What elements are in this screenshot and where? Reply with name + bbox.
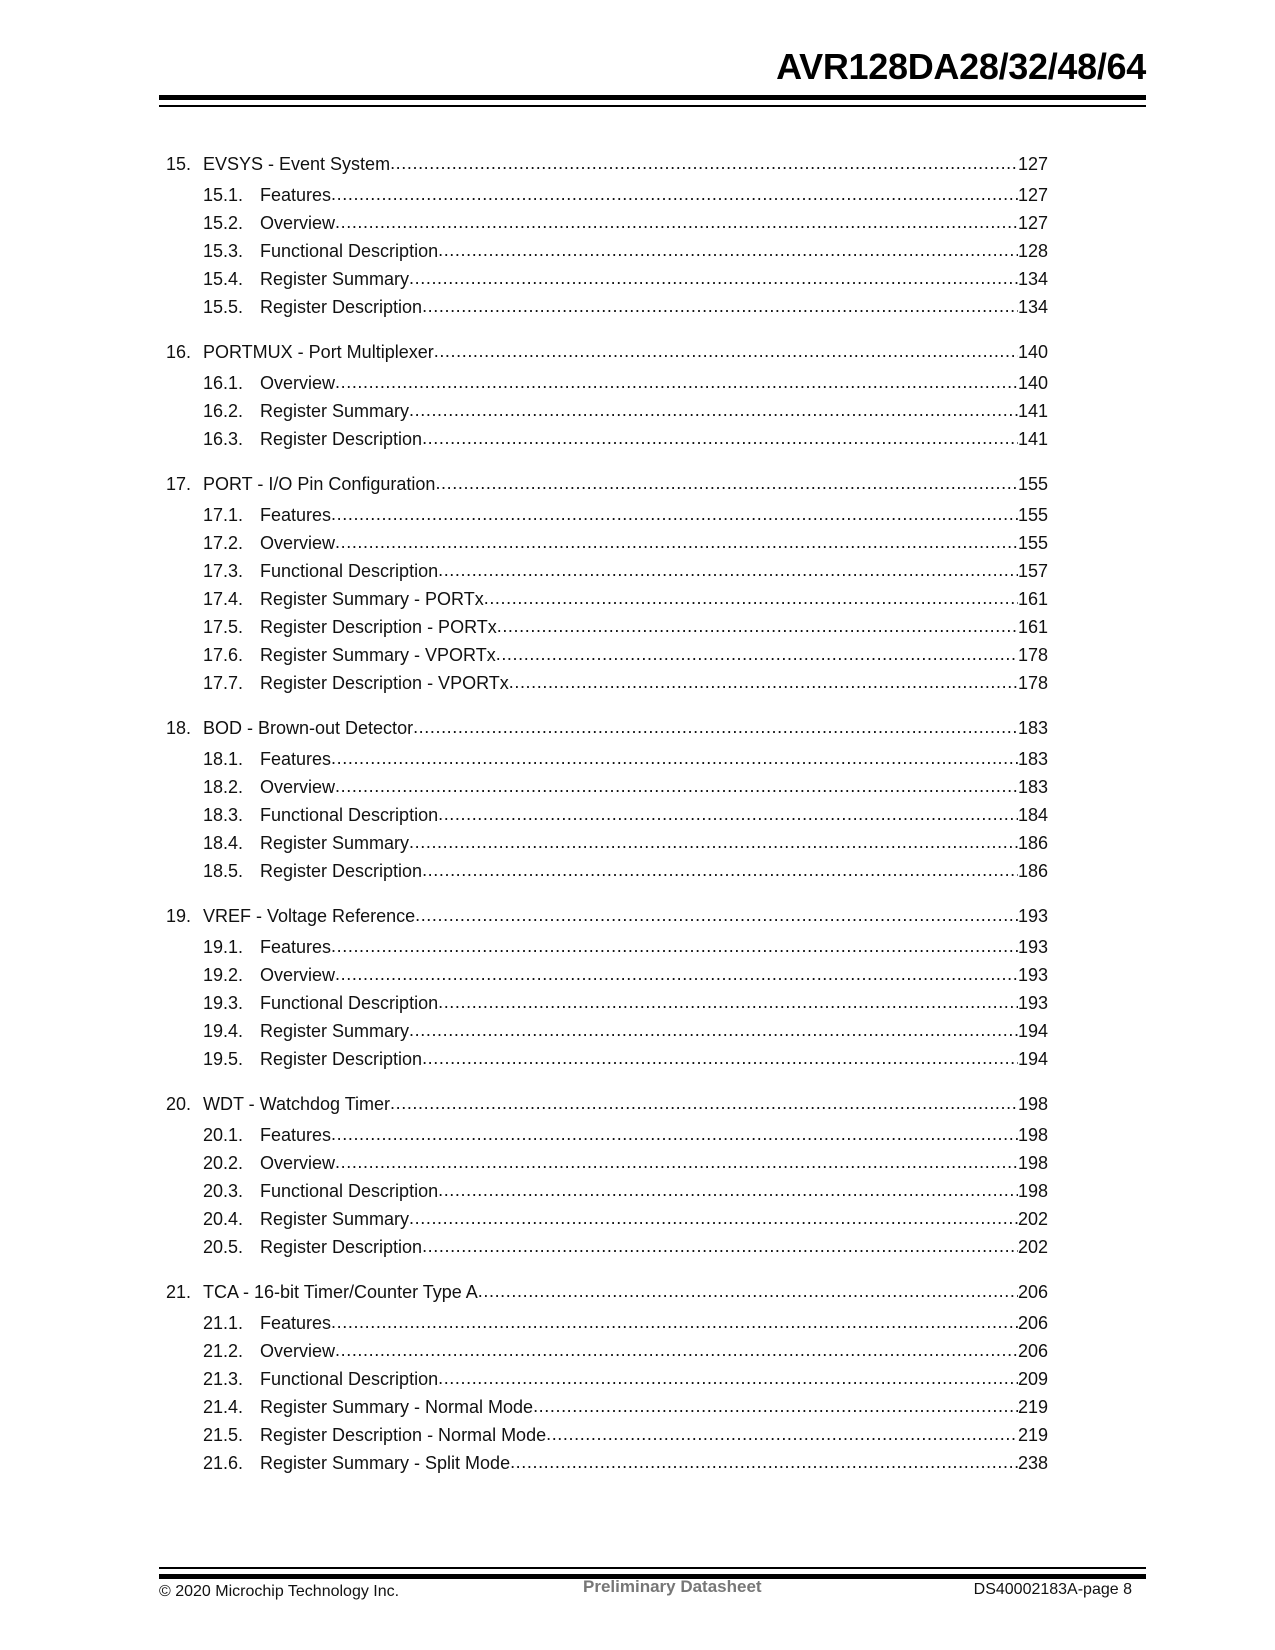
entry-page: 202 [1017,1236,1048,1257]
toc-subsection-entry[interactable] [166,1045,1048,1073]
entry-page: 219 [1017,1396,1048,1417]
entry-page: 157 [1017,560,1048,581]
leader-dots [438,989,1018,1017]
entry-title: Overview [260,532,336,553]
toc-subsection-list [166,745,1048,885]
toc-subsection-entry[interactable] [166,1393,1048,1421]
leader-dots [478,1278,1018,1306]
toc-section [166,1278,1048,1477]
entry-page: 198 [1017,1124,1048,1145]
entry-page: 178 [1017,644,1048,665]
toc-chapter-entry[interactable] [166,1090,1048,1118]
entry-title: Overview [260,212,336,233]
entry-number: 17. [166,473,192,494]
entry-page: 202 [1017,1208,1048,1229]
entry-title: Register Summary [260,400,410,421]
entry-title: Register Description - VPORTx [260,672,509,693]
leader-dots [533,1393,1018,1421]
entry-page: 206 [1017,1340,1048,1361]
leader-dots [510,1449,1018,1477]
entry-title: VREF - Voltage Reference [203,905,416,926]
entry-page: 186 [1017,832,1048,853]
document-title: AVR128DA28/32/48/64 [776,46,1146,87]
entry-page: 161 [1017,588,1048,609]
entry-number: 15.4. [203,268,244,289]
toc-subsection-entry[interactable] [166,237,1048,265]
leader-dots [390,150,1018,178]
toc-section [166,470,1048,697]
toc-subsection-entry[interactable] [166,585,1048,613]
entry-number: 21.6. [203,1452,244,1473]
entry-title: Register Description [260,428,423,449]
footer-copyright: © 2020 Microchip Technology Inc. [159,1583,400,1600]
entry-page: 194 [1017,1020,1048,1041]
entry-title: Register Description [260,860,423,881]
leader-dots [335,369,1018,397]
leader-dots [409,1205,1018,1233]
entry-page: 193 [1017,905,1048,926]
entry-page: 183 [1017,748,1048,769]
entry-title: Overview [260,964,336,985]
entry-number: 20.5. [203,1236,244,1257]
entry-page: 155 [1017,504,1048,525]
toc-chapter-entry[interactable] [166,1278,1048,1306]
entry-page: 141 [1017,428,1048,449]
entry-page: 209 [1017,1368,1048,1389]
toc-chapter-entry[interactable] [166,338,1048,366]
entry-number: 19.4. [203,1020,244,1041]
toc-subsection-list [166,181,1048,321]
header-rule-thin [159,105,1146,107]
leader-dots [335,961,1018,989]
toc-subsection-entry[interactable] [166,1017,1048,1045]
entry-number: 15.3. [203,240,244,261]
toc-subsection-entry[interactable] [166,1337,1048,1365]
entry-number: 18.1. [203,748,244,769]
toc-chapter-entry[interactable] [166,902,1048,930]
toc-subsection-entry[interactable] [166,613,1048,641]
entry-number: 17.4. [203,588,244,609]
leader-dots [335,773,1018,801]
leader-dots [422,1233,1018,1261]
entry-title: Functional Description [260,1368,439,1389]
entry-title: Register Summary [260,1208,410,1229]
footer-status: Preliminary Datasheet [583,1577,762,1596]
toc-subsection-entry[interactable] [166,1309,1048,1337]
entry-number: 15.5. [203,296,244,317]
entry-number: 21.4. [203,1396,244,1417]
entry-number: 20. [166,1093,192,1114]
entry-title: Register Description - PORTx [260,616,497,637]
leader-dots [422,293,1018,321]
toc-subsection-entry[interactable] [166,669,1048,697]
entry-page: 134 [1017,268,1048,289]
leader-dots [509,669,1018,697]
entry-title: TCA - 16-bit Timer/Counter Type A [203,1281,478,1302]
entry-title: Register Description [260,1236,423,1257]
entry-number: 17.2. [203,532,244,553]
entry-number: 15.1. [203,184,244,205]
entry-number: 16.2. [203,400,244,421]
toc-subsection-list [166,501,1048,697]
leader-dots [331,933,1018,961]
leader-dots [415,902,1018,930]
header-rule-thick [159,95,1146,100]
entry-page: 206 [1017,1312,1048,1333]
entry-title: Features [260,1312,332,1333]
toc-subsection-entry[interactable] [166,857,1048,885]
toc-chapter-entry[interactable] [166,714,1048,742]
entry-title: Features [260,504,332,525]
entry-page: 128 [1017,240,1048,261]
entry-title: Register Summary [260,1020,410,1041]
entry-title: EVSYS - Event System [203,153,391,174]
entry-page: 198 [1017,1152,1048,1173]
entry-number: 17.6. [203,644,244,665]
entry-title: WDT - Watchdog Timer [203,1093,391,1114]
entry-number: 21.5. [203,1424,244,1445]
entry-number: 17.3. [203,560,244,581]
entry-title: Register Summary - Normal Mode [260,1396,534,1417]
entry-number: 16.3. [203,428,244,449]
entry-page: 219 [1017,1424,1048,1445]
entry-title: Functional Description [260,992,439,1013]
entry-page: 183 [1017,776,1048,797]
entry-page: 193 [1017,964,1048,985]
entry-page: 134 [1017,296,1048,317]
toc-subsection-entry[interactable] [166,801,1048,829]
toc-subsection-entry[interactable] [166,961,1048,989]
leader-dots [335,529,1018,557]
leader-dots [409,1017,1018,1045]
leader-dots [422,857,1018,885]
leader-dots [413,714,1018,742]
leader-dots [435,470,1018,498]
entry-page: 127 [1017,212,1048,233]
entry-number: 19.3. [203,992,244,1013]
leader-dots [409,397,1018,425]
leader-dots [438,1177,1018,1205]
toc-subsection-entry[interactable] [166,745,1048,773]
leader-dots [331,745,1018,773]
entry-title: Overview [260,1152,336,1173]
entry-page: 198 [1017,1180,1048,1201]
entry-number: 18.2. [203,776,244,797]
entry-number: 19.2. [203,964,244,985]
entry-number: 19.5. [203,1048,244,1069]
entry-number: 18.5. [203,860,244,881]
entry-title: Functional Description [260,804,439,825]
entry-page: 206 [1017,1281,1048,1302]
entry-page: 155 [1017,473,1048,494]
entry-title: Features [260,936,332,957]
toc-subsection-entry[interactable] [166,829,1048,857]
toc-subsection-entry[interactable] [166,369,1048,397]
leader-dots [438,801,1018,829]
entry-page: 141 [1017,400,1048,421]
footer-rule-thin [159,1567,1146,1569]
toc-subsection-list [166,1121,1048,1261]
entry-title: Features [260,748,332,769]
entry-page: 178 [1017,672,1048,693]
leader-dots [331,1309,1018,1337]
toc-subsection-entry[interactable] [166,1121,1048,1149]
entry-title: Register Summary [260,832,410,853]
toc-subsection-entry[interactable] [166,989,1048,1017]
toc-subsection-entry[interactable] [166,209,1048,237]
toc-subsection-entry[interactable] [166,1421,1048,1449]
leader-dots [546,1421,1018,1449]
entry-number: 15. [166,153,192,174]
entry-number: 18.4. [203,832,244,853]
leader-dots [390,1090,1018,1118]
entry-number: 21.1. [203,1312,244,1333]
entry-title: Register Summary [260,268,410,289]
entry-number: 17.1. [203,504,244,525]
entry-page: 127 [1017,153,1048,174]
entry-number: 19. [166,905,192,926]
leader-dots [409,829,1018,857]
entry-number: 20.4. [203,1208,244,1229]
entry-title: Features [260,1124,332,1145]
entry-title: Functional Description [260,240,439,261]
entry-number: 18. [166,717,192,738]
toc-subsection-entry[interactable] [166,529,1048,557]
leader-dots [434,338,1018,366]
toc-section [166,150,1048,321]
entry-title: Overview [260,372,336,393]
leader-dots [422,425,1018,453]
entry-page: 193 [1017,992,1048,1013]
leader-dots [438,557,1018,585]
leader-dots [496,641,1018,669]
entry-number: 15.2. [203,212,244,233]
leader-dots [331,181,1018,209]
entry-title: Features [260,184,332,205]
leader-dots [497,613,1018,641]
entry-number: 19.1. [203,936,244,957]
entry-number: 16. [166,341,192,362]
entry-title: PORTMUX - Port Multiplexer [203,341,434,362]
toc-subsection-entry[interactable] [166,1365,1048,1393]
entry-number: 21.3. [203,1368,244,1389]
leader-dots [438,237,1018,265]
toc-section [166,714,1048,885]
toc-subsection-entry[interactable] [166,1177,1048,1205]
leader-dots [331,501,1018,529]
toc-subsection-entry[interactable] [166,1205,1048,1233]
entry-number: 20.1. [203,1124,244,1145]
entry-title: Functional Description [260,560,439,581]
entry-page: 127 [1017,184,1048,205]
entry-page: 193 [1017,936,1048,957]
toc-section [166,902,1048,1073]
entry-page: 198 [1017,1093,1048,1114]
entry-page: 140 [1017,341,1048,362]
entry-page: 238 [1017,1452,1048,1473]
toc-subsection-entry[interactable] [166,265,1048,293]
entry-number: 20.3. [203,1180,244,1201]
leader-dots [422,1045,1018,1073]
leader-dots [335,209,1018,237]
entry-title: Overview [260,776,336,797]
toc-subsection-entry[interactable] [166,1149,1048,1177]
entry-title: BOD - Brown-out Detector [203,717,414,738]
entry-page: 194 [1017,1048,1048,1069]
leader-dots [409,265,1018,293]
entry-number: 20.2. [203,1152,244,1173]
toc-chapter-entry[interactable] [166,470,1048,498]
toc-subsection-entry[interactable] [166,181,1048,209]
entry-title: Register Description [260,1048,423,1069]
toc-subsection-entry[interactable] [166,397,1048,425]
toc-section [166,1090,1048,1261]
entry-page: 161 [1017,616,1048,637]
entry-page: 183 [1017,717,1048,738]
entry-number: 18.3. [203,804,244,825]
entry-title: Register Summary - Split Mode [260,1452,511,1473]
leader-dots [438,1365,1018,1393]
entry-number: 21. [166,1281,192,1302]
entry-number: 21.2. [203,1340,244,1361]
entry-page: 184 [1017,804,1048,825]
toc-subsection-list [166,369,1048,453]
footer-page-number: DS40002183A-page 8 [973,1581,1132,1598]
leader-dots [331,1121,1018,1149]
entry-title: Functional Description [260,1180,439,1201]
toc-subsection-entry[interactable] [166,1449,1048,1477]
entry-number: 17.5. [203,616,244,637]
toc-subsection-entry[interactable] [166,557,1048,585]
toc-subsection-entry[interactable] [166,425,1048,453]
toc-subsection-list [166,1309,1048,1477]
toc-subsection-entry[interactable] [166,773,1048,801]
entry-title: Register Summary - VPORTx [260,644,496,665]
entry-title: PORT - I/O Pin Configuration [203,473,436,494]
entry-page: 186 [1017,860,1048,881]
entry-number: 17.7. [203,672,244,693]
toc-chapter-entry[interactable] [166,150,1048,178]
leader-dots [484,585,1018,613]
toc-subsection-entry[interactable] [166,501,1048,529]
entry-title: Overview [260,1340,336,1361]
toc-subsection-entry[interactable] [166,641,1048,669]
entry-page: 140 [1017,372,1048,393]
table-of-contents [166,150,1048,1494]
entry-title: Register Summary - PORTx [260,588,484,609]
toc-subsection-entry[interactable] [166,933,1048,961]
entry-title: Register Description [260,296,423,317]
entry-number: 16.1. [203,372,244,393]
toc-subsection-entry[interactable] [166,293,1048,321]
toc-subsection-list [166,933,1048,1073]
leader-dots [335,1337,1018,1365]
entry-page: 155 [1017,532,1048,553]
leader-dots [335,1149,1018,1177]
entry-title: Register Description - Normal Mode [260,1424,547,1445]
toc-subsection-entry[interactable] [166,1233,1048,1261]
toc-section [166,338,1048,453]
